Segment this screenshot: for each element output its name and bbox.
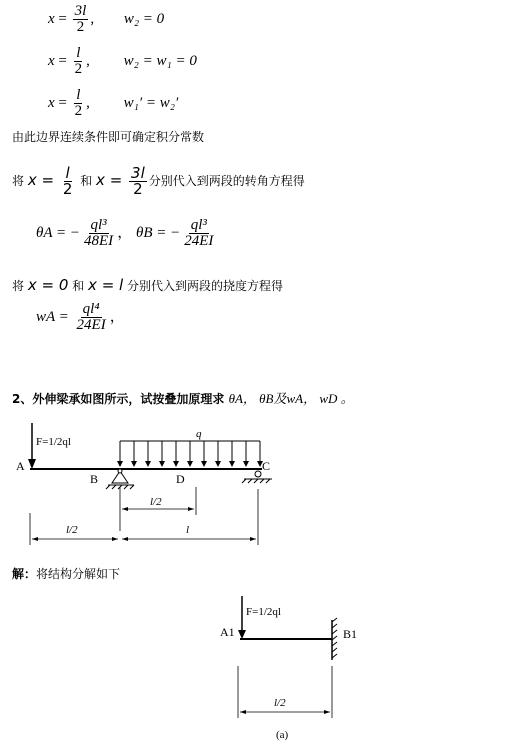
fraction: [61, 166, 75, 197]
pin-joint-b: [118, 469, 122, 473]
condition: w₂ = 0: [123, 10, 165, 27]
denominator: 2: [133, 180, 143, 198]
ground-hatch-c: [242, 479, 270, 483]
denominator: 2: [62, 180, 73, 198]
separator: ,: [86, 94, 90, 111]
load-arrow-head: [159, 461, 165, 467]
fraction: [182, 218, 215, 249]
dim-arrow: [122, 507, 128, 511]
fraction: [75, 302, 108, 333]
solution-text: 将结构分解如下: [36, 567, 121, 581]
variable-x: x: [48, 94, 55, 111]
theta-results: [36, 218, 217, 249]
load-arrow-head: [215, 461, 221, 467]
variable-x: x: [48, 10, 55, 27]
solution-line: [12, 565, 120, 582]
wa-result: [36, 302, 125, 333]
dim-arrow: [188, 507, 194, 511]
problem-number: 2、: [12, 392, 33, 406]
point-b1-label: B1: [343, 627, 358, 641]
variable-x: x: [48, 52, 55, 69]
x-l: x = l: [88, 276, 124, 294]
fraction: [73, 4, 89, 35]
distributed-load-arrows: [117, 441, 263, 467]
dim-arrow: [112, 537, 118, 541]
fraction: [82, 218, 115, 249]
variable-x: x =: [27, 171, 59, 189]
numerator: ql³: [90, 217, 107, 233]
boundary-condition-1: [48, 4, 164, 35]
equals-sign: =: [58, 10, 67, 27]
dim-label-bc: l: [186, 524, 190, 536]
roller-support-c: [255, 471, 261, 477]
dim-label: l/2: [274, 697, 286, 709]
load-arrow-head: [201, 461, 207, 467]
load-arrow-head: [187, 461, 193, 467]
numerator: ql⁴: [82, 301, 100, 317]
variable-x: x =: [96, 171, 128, 189]
text-and: 和: [72, 279, 85, 293]
text-pre: 将: [12, 174, 25, 188]
numerator: ql³: [190, 217, 207, 233]
constants-sentence: 由此边界连续条件即可确定积分常数: [12, 130, 205, 144]
separator: ,: [86, 52, 90, 69]
dim-arrow: [324, 710, 330, 714]
theta-a-lhs: θA = −: [36, 224, 81, 241]
distributed-load-label: q: [196, 428, 202, 440]
problem-variables: θA， θB及wA， wD 。: [228, 391, 354, 406]
force-arrow-head: [28, 459, 36, 469]
separator: ,: [90, 10, 95, 27]
numerator: l: [65, 164, 70, 182]
dim-arrow: [240, 710, 246, 714]
point-b-label: B: [90, 472, 99, 486]
fraction: [73, 88, 85, 119]
dim-label-bd: l/2: [150, 496, 162, 508]
dim-arrow: [250, 537, 256, 541]
force-arrow-head: [238, 630, 246, 639]
cantilever-figure: [210, 592, 370, 744]
numerator: 3l: [74, 3, 87, 19]
denominator: 48EI: [84, 233, 114, 249]
rotation-substitution: [12, 166, 305, 197]
deflection-substitution: [12, 276, 283, 294]
separator: ，: [117, 224, 133, 241]
fraction: [73, 46, 85, 77]
point-a1-label: A1: [220, 625, 235, 639]
load-arrow-head: [243, 461, 249, 467]
figure-caption: (a): [276, 729, 289, 741]
denominator: 24EI: [184, 233, 214, 249]
point-d-label: D: [176, 472, 185, 486]
denominator: 2: [74, 61, 83, 77]
dim-label-ab: l/2: [66, 524, 78, 536]
equals-sign: =: [58, 52, 67, 69]
x-zero: x = 0: [27, 276, 69, 294]
solution-label: 解：: [12, 567, 37, 581]
numerator: l: [76, 87, 81, 103]
load-arrow-head: [145, 461, 151, 467]
numerator: l: [76, 45, 81, 61]
problem-text: 外伸梁承如图所示，试按叠加原理求: [32, 392, 225, 406]
text-pre: 将: [12, 279, 25, 293]
dim-arrow: [32, 537, 38, 541]
denominator: 2: [76, 19, 85, 35]
load-arrow-head: [229, 461, 235, 467]
load-arrow-head: [173, 461, 179, 467]
force-label: F=1/2ql: [36, 436, 71, 448]
text-and: 和: [80, 174, 93, 188]
load-arrow-head: [117, 461, 123, 467]
numerator: 3l: [131, 164, 145, 182]
text-post: 分别代入到两段的挠度方程得: [127, 279, 284, 293]
denominator: 2: [74, 103, 83, 119]
theta-b-lhs: θB = −: [135, 224, 181, 241]
problem-2-statement: [12, 388, 354, 407]
wa-lhs: wA =: [36, 308, 73, 325]
dim-arrow: [122, 537, 128, 541]
point-c-label: C: [262, 459, 271, 473]
condition: w₁′ = w₂′: [123, 94, 179, 111]
point-a-label: A: [16, 459, 25, 473]
boundary-condition-3: [48, 88, 178, 119]
fraction: [129, 166, 147, 197]
beam-figure: [0, 415, 300, 550]
text-post: 分别代入到两段的转角方程得: [148, 174, 305, 188]
denominator: 24EI: [76, 317, 106, 333]
force-label: F=1/2ql: [246, 606, 281, 618]
equals-sign: =: [58, 94, 67, 111]
separator: ，: [109, 308, 125, 325]
load-arrow-head: [131, 461, 137, 467]
condition: w₂ = w₁ = 0: [123, 52, 197, 69]
boundary-condition-2: [48, 46, 197, 77]
